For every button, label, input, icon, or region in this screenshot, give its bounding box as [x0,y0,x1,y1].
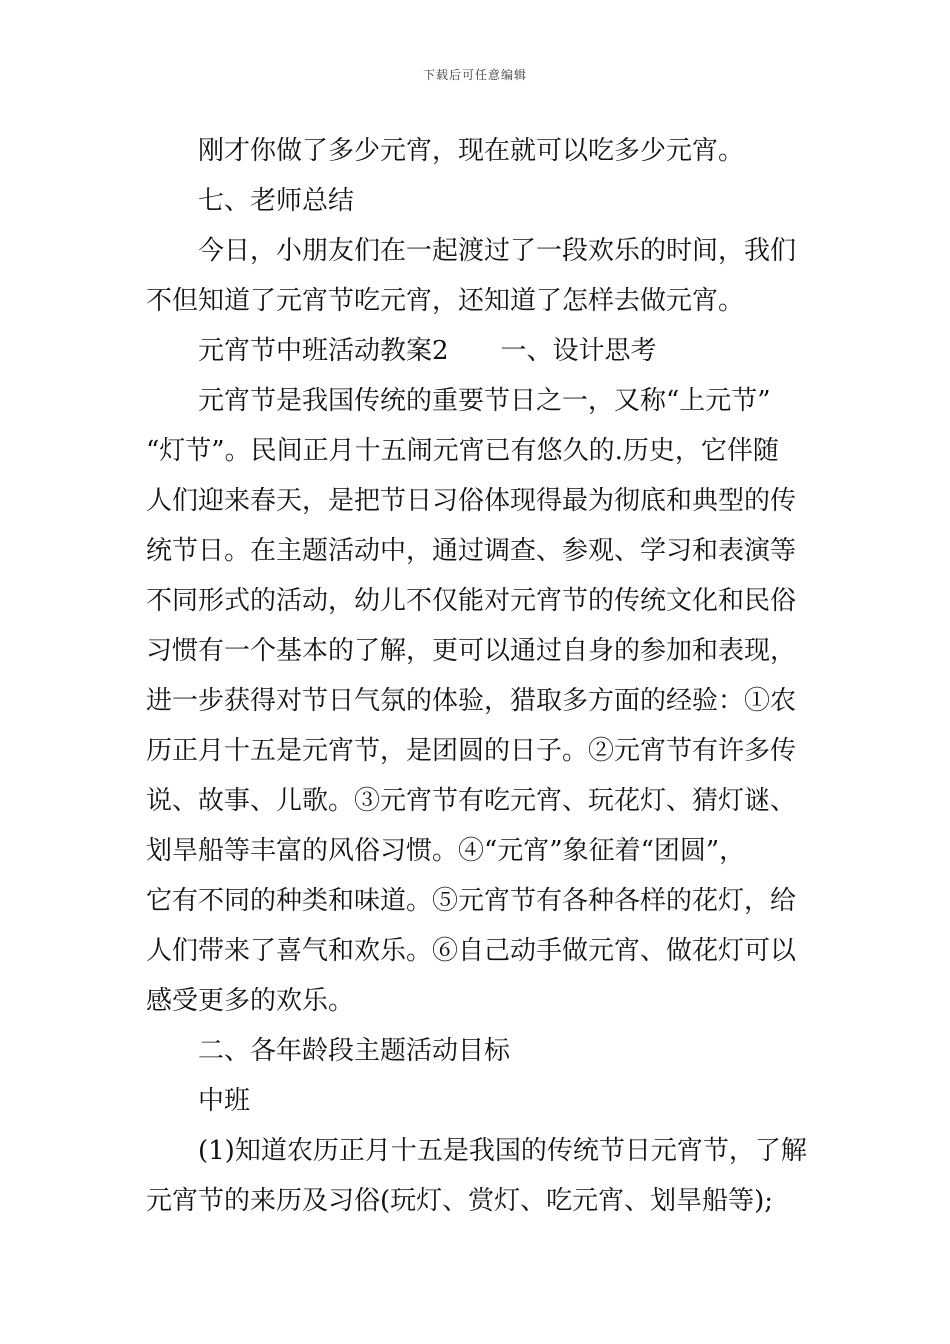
header-note: 下载后可任意编辑 [422,68,527,82]
paragraph-line: 元宵节的来历及习俗(玩灯、赏灯、吃元宵、划旱船等); [146,1186,774,1216]
document-body [146,126,816,1226]
paragraph-line: “灯节”。民间正月十五闹元宵已有悠久的.历史，它伴随 [146,436,779,466]
paragraph-line: 感受更多的欢乐。 [146,986,355,1016]
lesson-title: 元宵节中班活动教案2 [198,336,449,366]
section-heading: 二、各年龄段主题活动目标 [198,1036,511,1066]
paragraph-line: 它有不同的种类和味道。⑤元宵节有各种各样的花灯，给 [146,886,797,916]
section-heading: 七、老师总结 [198,186,355,216]
paragraph-line: 不但知道了元宵节吃元宵，还知道了怎样去做元宵。 [146,286,745,316]
subsection-heading: 中班 [198,1086,251,1116]
paragraph-line: 人们带来了喜气和欢乐。⑥自己动手做元宵、做花灯可以 [146,936,797,966]
paragraph-line: 划旱船等丰富的风俗习惯。④“元宵”象征着“团圆”， [146,836,746,866]
paragraph-line: 人们迎来春天，是把节日习俗体现得最为彻底和典型的传 [146,486,797,516]
paragraph-line: 不同形式的活动，幼儿不仅能对元宵节的传统文化和民俗 [146,586,797,616]
paragraph-line: 历正月十五是元宵节，是团圆的日子。②元宵节有许多传 [146,736,797,766]
paragraph-line: (1)知道农历正月十五是我国的传统节日元宵节，了解 [198,1136,807,1166]
paragraph-line: 刚才你做了多少元宵，现在就可以吃多少元宵。 [198,136,745,166]
paragraph-line: 今日，小朋友们在一起渡过了一段欢乐的时间，我们 [198,236,797,266]
paragraph-line: 元宵节是我国传统的重要节日之一，又称“上元节” [198,386,771,416]
section-heading: 一、设计思考 [500,336,657,366]
paragraph-line: 进一步获得对节日气氛的体验，猎取多方面的经验：①农 [146,686,797,716]
paragraph-line: 习惯有一个基本的了解，更可以通过自身的参加和表现， [146,636,797,666]
paragraph-line: 统节日。在主题活动中，通过调查、参观、学习和表演等 [146,536,797,566]
lesson-title-line [146,326,816,376]
paragraph-line: 说、故事、儿歌。③元宵节有吃元宵、玩花灯、猜灯谜、 [146,786,797,816]
